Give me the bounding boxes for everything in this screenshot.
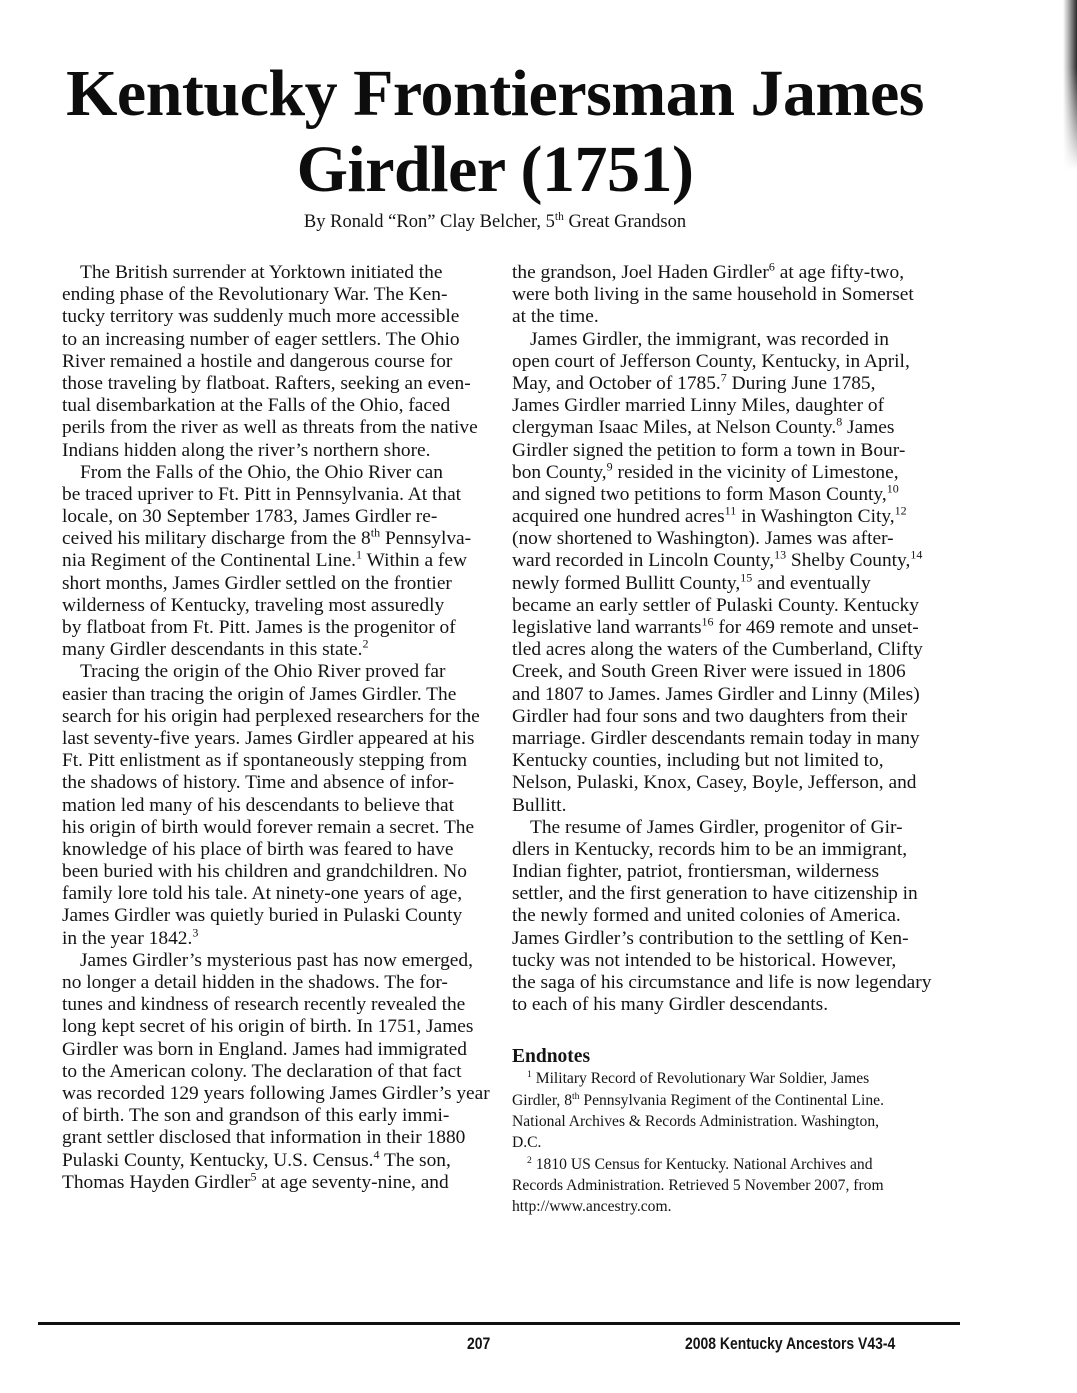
scan-edge-artifact bbox=[1063, 0, 1077, 170]
line-text: dlers in Kentucky, records him to be an immigrant, bbox=[512, 838, 908, 860]
line-text: clergyman Isaac Miles, at Nelson County. bbox=[512, 417, 837, 439]
text-line bbox=[62, 1061, 482, 1083]
line-text: During June 1785, bbox=[726, 372, 876, 394]
line-text: James bbox=[842, 417, 895, 439]
text-line bbox=[512, 817, 952, 839]
text-line bbox=[512, 614, 952, 639]
footnote-ref: 16 bbox=[701, 614, 714, 629]
line-text: for 469 remote and unset- bbox=[713, 617, 919, 638]
line-text: tucky was not intended to be historical. However, bbox=[512, 949, 897, 971]
text-line bbox=[62, 595, 482, 617]
text-line bbox=[512, 503, 952, 528]
line-text: settler, and the first generation to have citizenship in bbox=[512, 883, 918, 905]
line-text: of birth. The son and grandson of this early immi- bbox=[62, 1105, 450, 1127]
text-line bbox=[512, 661, 952, 683]
line-text: were both living in the same household in Somerset bbox=[512, 284, 914, 306]
text-line bbox=[62, 925, 482, 950]
line-text: at age seventy-nine, and bbox=[256, 1171, 449, 1193]
text-line bbox=[512, 370, 952, 395]
text-line bbox=[62, 950, 482, 972]
line-text: short months, James Girdler settled on the frontier bbox=[62, 572, 452, 594]
line-text: tled acres along the waters of the Cumberland, Clifty bbox=[512, 639, 923, 661]
text-line bbox=[62, 306, 482, 328]
text-line bbox=[62, 905, 482, 927]
text-line bbox=[62, 373, 482, 395]
byline bbox=[0, 212, 990, 233]
text-line bbox=[512, 440, 952, 462]
text-line bbox=[62, 1127, 482, 1149]
line-text: to an increasing number of eager settlers. The Ohio bbox=[62, 328, 460, 350]
text-line bbox=[512, 259, 952, 284]
footnote-ref: 11 bbox=[724, 503, 737, 518]
line-text: Girdler had four sons and two daughters from their bbox=[512, 705, 908, 727]
text-line bbox=[62, 506, 482, 528]
footnote-ref: 2 bbox=[362, 636, 369, 651]
byline-sup: th bbox=[554, 210, 564, 223]
line-text: ending phase of the Revolutionary War. The Ken- bbox=[62, 284, 448, 306]
text-line bbox=[62, 484, 482, 506]
text-line bbox=[512, 639, 952, 661]
text-line bbox=[62, 1169, 482, 1194]
endnote-marker: 2 bbox=[527, 1154, 532, 1166]
text-line bbox=[512, 728, 952, 750]
footnote-ref: 14 bbox=[910, 547, 923, 562]
line-text: last seventy-five years. James Girdler appeared at his bbox=[62, 727, 475, 749]
line-text: legislative land warrants bbox=[512, 617, 702, 638]
line-text: Girdler signed the petition to form a town in Bour- bbox=[512, 439, 906, 461]
line-text: became an early settler of Pulaski County. Kentucky bbox=[512, 594, 919, 616]
byline-text-end: Great Grandson bbox=[563, 212, 687, 232]
text-line bbox=[62, 883, 482, 905]
line-text: Nelson, Pulaski, Knox, Casey, Boyle, Jefferson, and bbox=[512, 772, 917, 794]
line-text: Thomas Hayden Girdler bbox=[62, 1171, 251, 1193]
footnote-ref: 13 bbox=[774, 547, 787, 562]
text-line bbox=[512, 1068, 952, 1089]
line-text: James Girdler, the immigrant, was recorded in bbox=[530, 328, 889, 350]
text-line bbox=[62, 395, 482, 417]
text-line bbox=[62, 417, 482, 439]
footnote-ref: 9 bbox=[606, 459, 613, 474]
text-line bbox=[62, 525, 482, 550]
footnote-ref: 7 bbox=[720, 370, 727, 385]
line-text: open court of Jefferson County, Kentucky, in April, bbox=[512, 350, 910, 372]
text-line bbox=[62, 661, 482, 683]
footnote-ref: th bbox=[370, 525, 381, 540]
line-text: the shadows of history. Time and absence of infor- bbox=[62, 772, 455, 794]
line-text: The British surrender at Yorktown initiated the bbox=[80, 262, 443, 283]
line-text: at age fifty-two, bbox=[774, 262, 905, 283]
line-text: Military Record of Revolutionary War Soldier, James bbox=[531, 1070, 870, 1088]
footnote-ref: 1 bbox=[356, 547, 363, 562]
endnotes-list bbox=[512, 1068, 952, 1217]
text-line bbox=[512, 928, 952, 950]
text-line bbox=[512, 1090, 952, 1111]
text-line bbox=[512, 414, 952, 439]
line-text: Creek, and South Green River were issued in 1806 bbox=[512, 661, 906, 683]
line-text: those traveling by flatboat. Rafters, seeking an even- bbox=[62, 372, 471, 394]
line-text: ceived his military discharge from the 8 bbox=[62, 528, 371, 550]
line-text: tunes and kindness of research recently revealed the bbox=[62, 994, 466, 1016]
footnote-ref: 6 bbox=[768, 259, 775, 274]
line-text: James Girdler married Linny Miles, daughter of bbox=[512, 395, 885, 417]
line-text: and eventually bbox=[752, 572, 871, 594]
line-text: The resume of James Girdler, progenitor of Gir- bbox=[530, 816, 903, 838]
text-line bbox=[62, 1105, 482, 1127]
text-line bbox=[512, 772, 952, 794]
text-line bbox=[62, 706, 482, 728]
text-line bbox=[512, 1154, 952, 1175]
line-text: no longer a detail hidden in the shadows. The for- bbox=[62, 972, 448, 993]
line-text: http://www.ancestry.com. bbox=[512, 1198, 672, 1216]
line-text: 1810 US Census for Kentucky. National Archives and bbox=[531, 1155, 873, 1173]
text-line bbox=[62, 795, 482, 817]
footnote-ref: 8 bbox=[836, 414, 843, 429]
line-text: James Girdler was quietly buried in Pulaski County bbox=[62, 905, 463, 927]
text-line bbox=[512, 706, 952, 728]
line-text: D.C. bbox=[512, 1134, 542, 1152]
text-line bbox=[512, 1111, 952, 1132]
text-line bbox=[512, 1132, 952, 1153]
text-line bbox=[512, 750, 952, 772]
line-text: his origin of birth would forever remain a secret. The bbox=[62, 816, 475, 838]
line-text: ward recorded in Lincoln County, bbox=[512, 550, 775, 572]
line-text: the saga of his circumstance and life is now legendary bbox=[512, 972, 932, 993]
text-line bbox=[62, 440, 482, 462]
left-column bbox=[62, 262, 490, 1194]
footnote-ref: 15 bbox=[740, 570, 753, 585]
text-line bbox=[62, 617, 482, 639]
text-line bbox=[512, 284, 952, 306]
line-text: in the year 1842. bbox=[62, 927, 193, 949]
text-line bbox=[62, 972, 482, 994]
line-text: wilderness of Kentucky, traveling most assuredly bbox=[62, 594, 445, 616]
text-line bbox=[512, 1175, 952, 1196]
text-line bbox=[512, 795, 952, 817]
text-line bbox=[512, 306, 952, 328]
text-line bbox=[62, 994, 482, 1016]
endnote-marker: 1 bbox=[527, 1069, 532, 1081]
line-text: in Washington City, bbox=[736, 506, 895, 528]
line-text: nia Regiment of the Continental Line. bbox=[62, 550, 357, 572]
footnote-ref: 12 bbox=[894, 503, 907, 518]
line-text: Girdler, 8 bbox=[512, 1091, 572, 1109]
line-text: family lore told his tale. At ninety-one years of age, bbox=[62, 883, 463, 905]
line-text: at the time. bbox=[512, 306, 599, 328]
line-text: perils from the river as well as threats from the native bbox=[62, 417, 478, 439]
text-line bbox=[62, 684, 482, 706]
text-line bbox=[62, 284, 482, 306]
page-number: 207 bbox=[467, 1334, 491, 1353]
text-line bbox=[512, 883, 952, 905]
line-text: and 1807 to James. James Girdler and Linny (Miles) bbox=[512, 683, 920, 705]
line-text: to each of his many Girdler descendants. bbox=[512, 994, 829, 1016]
text-line bbox=[512, 570, 952, 595]
line-text: Records Administration. Retrieved 5 November 2007, from bbox=[512, 1176, 884, 1194]
line-text: search for his origin had perplexed researchers for the bbox=[62, 705, 480, 727]
line-text: River remained a hostile and dangerous course for bbox=[62, 350, 453, 372]
line-text: knowledge of his place of birth was feared to have bbox=[62, 838, 454, 860]
line-text: Shelby County, bbox=[786, 550, 911, 572]
line-text: Indians hidden along the river’s northern shore. bbox=[62, 439, 431, 461]
text-line bbox=[62, 351, 482, 373]
line-text: James Girdler’s mysterious past has now emerged, bbox=[80, 949, 473, 971]
text-line bbox=[512, 528, 952, 550]
line-text: National Archives & Records Administration. Washington, bbox=[512, 1112, 880, 1130]
text-line bbox=[62, 750, 482, 772]
line-text: locale, on 30 September 1783, James Girdler re- bbox=[62, 506, 438, 528]
line-text: From the Falls of the Ohio, the Ohio River can bbox=[80, 461, 443, 483]
line-text: Ft. Pitt enlistment as if spontaneously stepping from bbox=[62, 750, 468, 772]
line-text: acquired one hundred acres bbox=[512, 506, 725, 528]
text-line bbox=[62, 772, 482, 794]
line-text: newly formed Bullitt County, bbox=[512, 572, 741, 594]
text-line bbox=[62, 262, 482, 284]
line-text: Pennsylva- bbox=[380, 528, 472, 550]
text-line bbox=[512, 839, 952, 861]
text-line bbox=[62, 573, 482, 595]
text-line bbox=[512, 329, 952, 351]
text-line bbox=[512, 950, 952, 972]
text-line bbox=[512, 994, 952, 1016]
text-line bbox=[62, 462, 482, 484]
text-line bbox=[512, 351, 952, 373]
line-text: Pennsylvania Regiment of the Continental Line. bbox=[579, 1091, 884, 1109]
line-text: Bullitt. bbox=[512, 794, 567, 816]
article-title bbox=[0, 56, 990, 208]
footnote-ref: 3 bbox=[192, 925, 199, 940]
text-line bbox=[62, 817, 482, 839]
line-text: easier than tracing the origin of James Girdler. The bbox=[62, 683, 457, 705]
line-text: the newly formed and united colonies of America. bbox=[512, 905, 901, 927]
footnote-ref: 4 bbox=[373, 1147, 380, 1162]
footnote-ref: 10 bbox=[886, 481, 899, 496]
line-text: resided in the vicinity of Limestone, bbox=[612, 461, 899, 483]
right-column bbox=[512, 259, 952, 1217]
byline-text: By Ronald “Ron” Clay Belcher, 5 bbox=[303, 212, 555, 232]
text-line bbox=[512, 1196, 952, 1217]
line-text: been buried with his children and grandchildren. No bbox=[62, 861, 467, 883]
line-text: and signed two petitions to form Mason County, bbox=[512, 483, 887, 505]
journal-issue: 2008 Kentucky Ancestors V43-4 bbox=[685, 1334, 896, 1353]
line-text: Within a few bbox=[362, 550, 467, 572]
line-text: Indian fighter, patriot, frontiersman, wilderness bbox=[512, 861, 880, 883]
line-text: was recorded 129 years following James Girdler’s year bbox=[62, 1082, 490, 1104]
line-text: many Girdler descendants in this state. bbox=[62, 639, 363, 661]
line-text: by flatboat from Ft. Pitt. James is the progenitor of bbox=[62, 617, 456, 638]
line-text: marriage. Girdler descendants remain today in many bbox=[512, 727, 920, 749]
line-text: James Girdler’s contribution to the settling of Ken- bbox=[512, 927, 909, 949]
footnote-ref: 5 bbox=[250, 1169, 257, 1184]
line-text: the grandson, Joel Haden Girdler bbox=[512, 262, 769, 283]
title-line-2: Girdler (1751) bbox=[296, 133, 694, 206]
text-line bbox=[512, 547, 952, 572]
line-text: to the American colony. The declaration of that fact bbox=[62, 1060, 462, 1082]
line-text: tual disembarkation at the Falls of the Ohio, faced bbox=[62, 395, 451, 417]
text-line bbox=[62, 839, 482, 861]
right-column-body bbox=[512, 259, 952, 1016]
text-line bbox=[512, 972, 952, 994]
line-text: May, and October of 1785. bbox=[512, 372, 721, 394]
line-text: Tracing the origin of the Ohio River proved far bbox=[80, 661, 446, 683]
text-line bbox=[512, 861, 952, 883]
line-text: Girdler was born in England. James had immigrated bbox=[62, 1038, 467, 1060]
text-line bbox=[62, 1082, 490, 1105]
line-text: mation led many of his descendants to believe that bbox=[62, 794, 455, 816]
title-line-1: Kentucky Frontiersman James bbox=[66, 57, 924, 130]
line-text: Kentucky counties, including but not limited to, bbox=[512, 750, 884, 772]
footnote-ref: th bbox=[572, 1090, 580, 1102]
line-text: The son, bbox=[379, 1149, 451, 1171]
text-line bbox=[62, 861, 482, 883]
line-text: Pulaski County, Kentucky, U.S. Census. bbox=[62, 1149, 374, 1171]
text-line bbox=[62, 329, 482, 351]
line-text: be traced upriver to Ft. Pitt in Pennsylvania. At that bbox=[62, 483, 462, 505]
endnotes-heading: Endnotes bbox=[512, 1046, 591, 1068]
line-text: grant settler disclosed that information in their 1880 bbox=[62, 1127, 466, 1149]
text-line bbox=[62, 1016, 482, 1038]
text-line bbox=[512, 684, 952, 706]
footer-rule bbox=[38, 1322, 960, 1325]
text-line bbox=[62, 636, 482, 661]
text-line bbox=[62, 1039, 482, 1061]
text-line bbox=[512, 905, 952, 927]
line-text: bon County, bbox=[512, 461, 607, 483]
text-line bbox=[512, 395, 952, 417]
text-line bbox=[62, 1147, 482, 1172]
text-line bbox=[62, 728, 482, 750]
line-text: (now shortened to Washington). James was after- bbox=[512, 528, 894, 550]
line-text: long kept secret of his origin of birth. In 1751, James bbox=[62, 1016, 474, 1038]
text-line bbox=[512, 595, 952, 617]
text-line bbox=[62, 547, 482, 572]
line-text: tucky territory was suddenly much more accessible bbox=[62, 306, 460, 328]
